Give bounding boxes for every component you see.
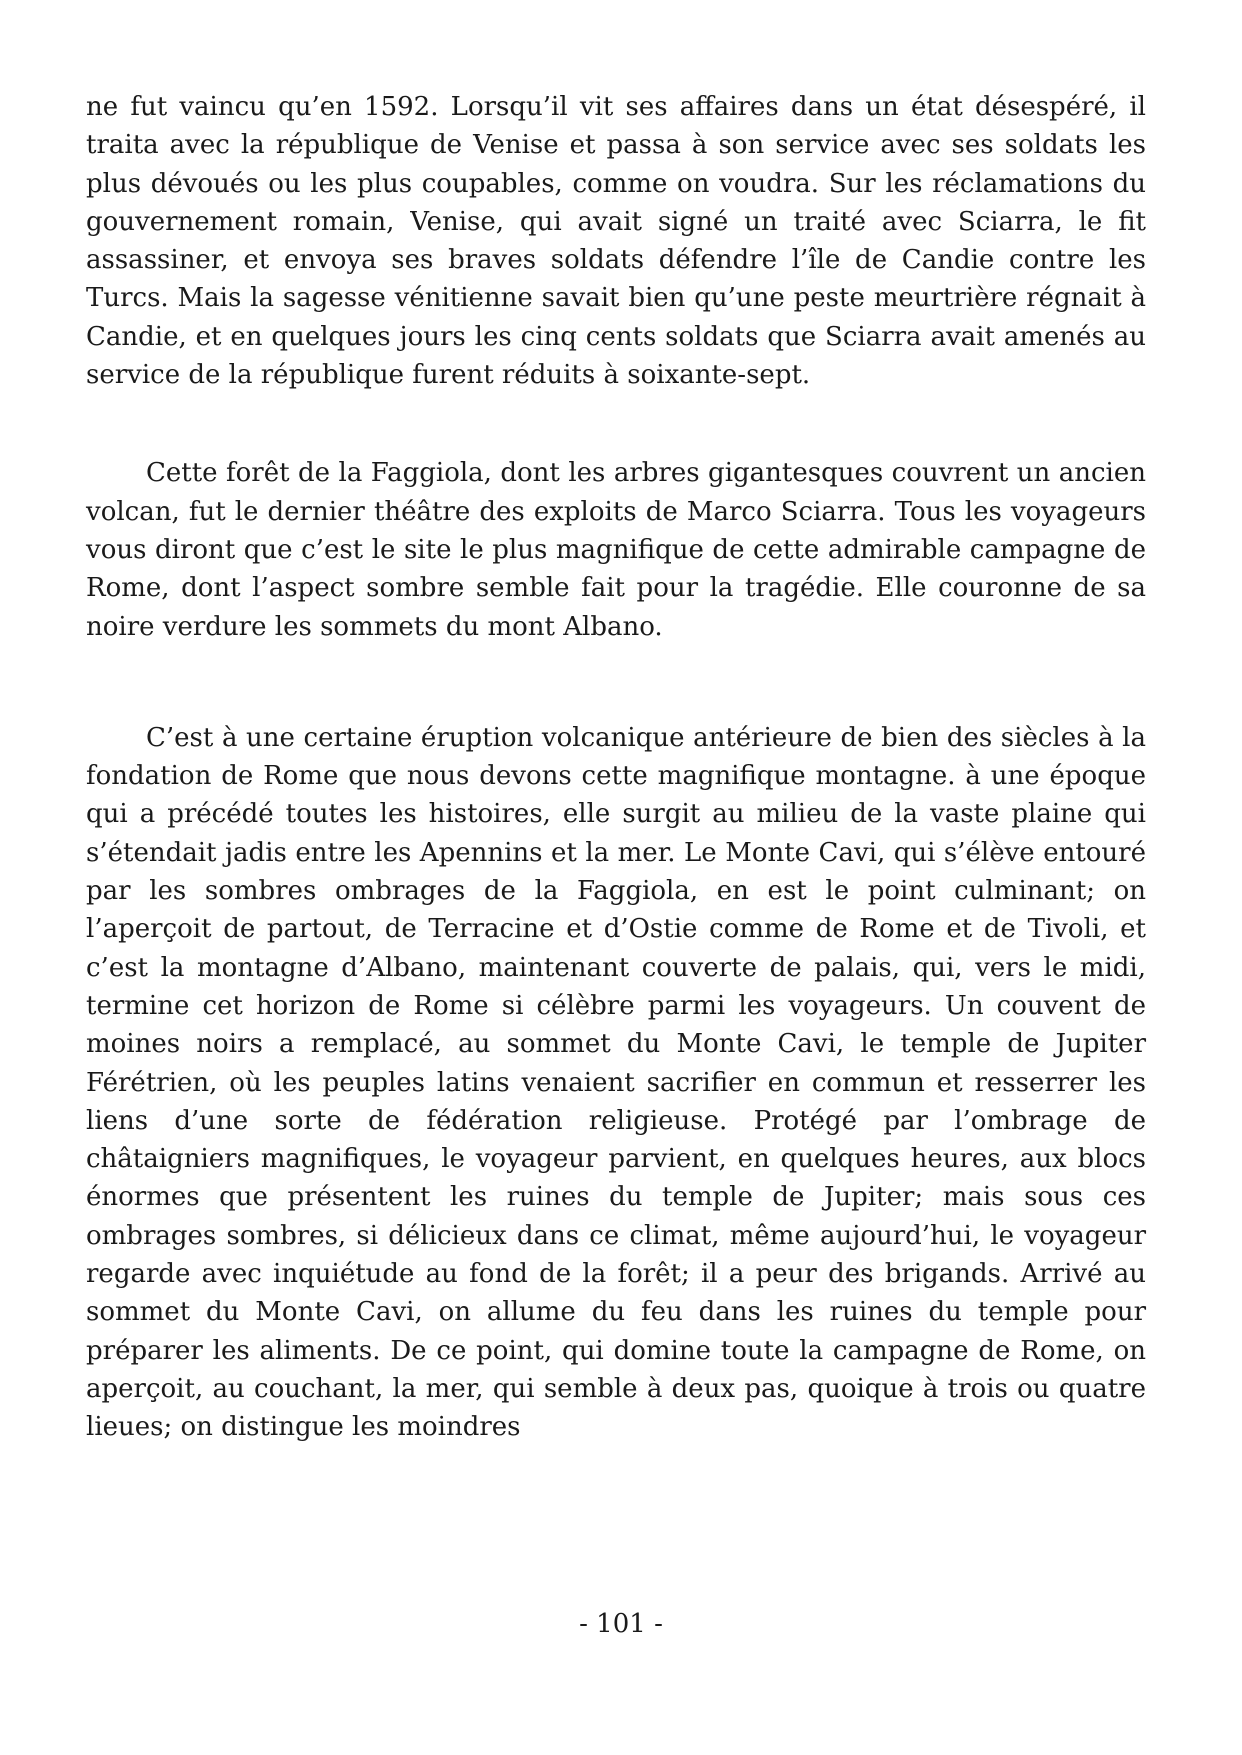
paragraph-faggiola-forest: Cette forêt de la Faggiola, dont les arbres gigantesques couvrent un ancien volcan, fut le dernier théâtre des exploits de Marco Sciarra. Tous les voyageurs vous diront que c’est le site le plus magnifique de cette admirable campagne de Rome, dont l’aspect sombre semble fait pour la tragédie. Elle couronne de sa noire verdure les sommets du mont Albano. xyxy=(86,458,1146,642)
page-number: - 101 - xyxy=(579,1609,663,1639)
page-body xyxy=(86,88,1146,1447)
paragraph-continuation: ne fut vaincu qu’en 1592. Lorsqu’il vit ses affaires dans un état désespéré, il traita avec la république de Venise et passa à son service avec ses soldats les plus dévoués ou les plus coupables, comme on voudra. Sur les réclamations du gouvernement romain, Venise, qui avait signé un traité avec Sciarra, le fit assassiner, et envoya ses braves soldats défendre l’île de Candie contre les Turcs. Mais la sagesse vénitienne savait bien qu’une peste meurtrière régnait à Candie, et en quelques jours les cinq cents soldats que Sciarra avait amenés au service de la république furent réduits à soixante-sept. xyxy=(86,92,1146,391)
paragraph-monte-cavi: C’est à une certaine éruption volcanique antérieure de bien des siècles à la fondation de Rome que nous devons cette magnifique montagne. à une époque qui a précédé toutes les histoires, elle surgit au milieu de la vaste plaine qui s’étendait jadis entre les Apennins et la mer. Le Monte Cavi, qui s’élève entouré par les sombres ombrages de la Faggiola, en est le point culminant; on l’aperçoit de partout, de Terracine et d’Ostie comme de Rome et de Tivoli, et c’est la montagne d’Albano, maintenant couverte de palais, qui, vers le midi, termine cet horizon de Rome si célèbre parmi les voyageurs. Un couvent de moines noirs a remplacé, au sommet du Monte Cavi, le temple de Jupiter Férétrien, où les peuples latins venaient sacrifier en commun et resserrer les liens d’une sorte de fédération religieuse. Protégé par l’ombrage de châtaigniers magnifiques, le voyageur parvient, en quelques heures, aux blocs énormes que présentent les ruines du temple de Jupiter; mais sous ces ombrages sombres, si délicieux dans ce climat, même aujourd’hui, le voyageur regarde avec inquiétude au fond de la forêt; il a peur des brigands. Arrivé au sommet du Monte Cavi, on allume du feu dans les ruines du temple pour préparer les aliments. De ce point, qui domine toute la campagne de Rome, on aperçoit, au couchant, la mer, qui semble à deux pas, quoique à trois ou quatre lieues; on distingue les moindres xyxy=(86,722,1146,1443)
